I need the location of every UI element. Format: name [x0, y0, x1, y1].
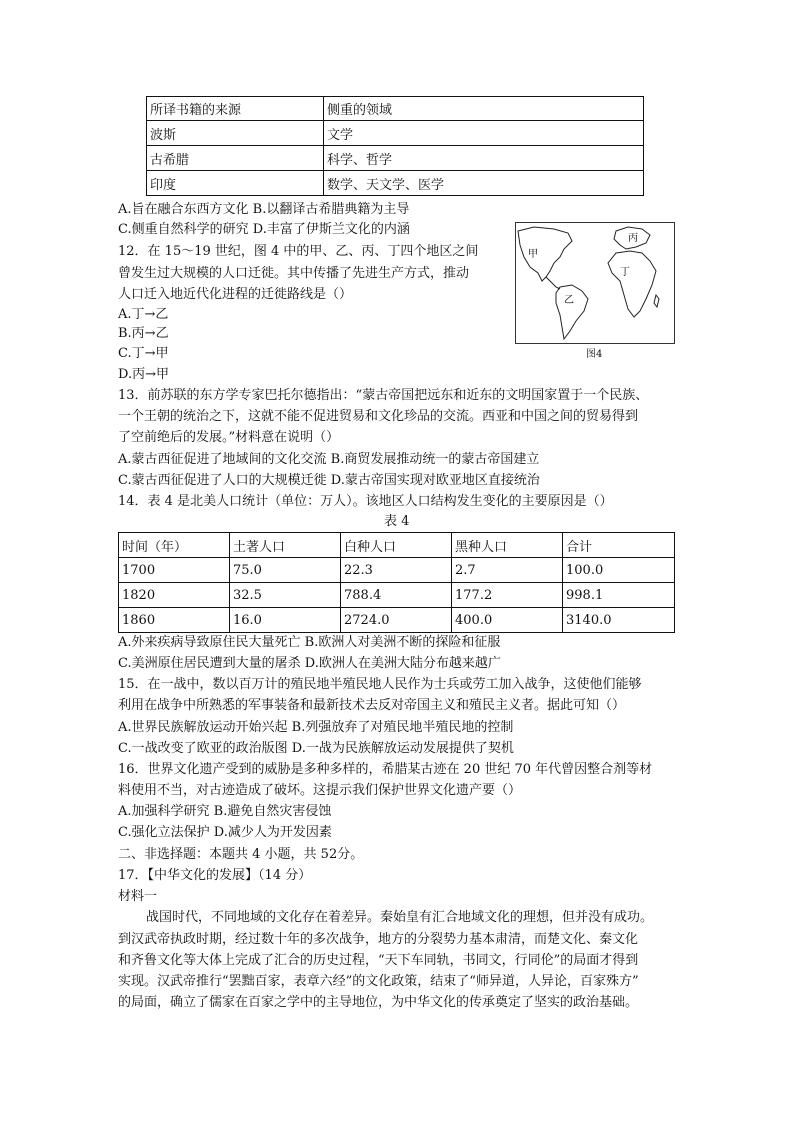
table-header: 黑种人口 — [452, 533, 563, 558]
q16-line1: 16．世界文化遗产受到的威胁是多种多样的，希腊某古迹在 20 世纪 70 年代曾因整合剂等材 — [118, 762, 653, 777]
table-cell: 数学、天文学、医学 — [324, 171, 644, 196]
q13-options-ab: A.蒙古西征促进了地域间的文化交流 B.商贸发展推动统一的蒙古帝国建立 — [118, 452, 540, 467]
table-cell: 32.5 — [230, 583, 341, 608]
q12-stem-line1: 12．在 15～19 世纪，图 4 中的甲、乙、丙、丁四个地区之间 — [118, 244, 479, 259]
q14-stem: 14．表 4 是北美人口统计（单位：万人）。该地区人口结构发生变化的主要原因是（） — [118, 494, 613, 509]
q16-options-cd: C.强化立法保护 D.减少人为开发因素 — [118, 825, 332, 840]
table-header: 时间（年） — [119, 533, 230, 558]
q17-paragraph-line5: 的局面，确立了儒家在百家之学中的主导地位，为中华文化的传承奠定了坚实的政治基础。 — [118, 995, 639, 1010]
table-cell: 177.2 — [452, 583, 563, 608]
map-label-bing: 丙 — [628, 233, 638, 244]
q13-line1: 13．前苏联的东方学专家巴托尔德指出：“蒙古帝国把远东和近东的文明国家置于一个民族、 — [118, 388, 649, 403]
table-header: 合计 — [563, 533, 675, 558]
section-heading: 二、非选择题：本题共 4 小题，共 52分。 — [118, 847, 364, 862]
table-header: 白种人口 — [341, 533, 452, 558]
q11-options-ab: A.旨在融合东西方文化 B.以翻译古希腊典籍为主导 — [118, 202, 410, 217]
table-cell: 400.0 — [452, 608, 563, 633]
q17-title: 17．【中华文化的发展】（14 分） — [118, 868, 312, 883]
q17-paragraph-line3: 和齐鲁文化等大体上完成了汇合的历史过程，“天下车同轨，书同文，行同伦”的局面才得到 — [118, 953, 639, 968]
q12-option-a: A.丁→乙 — [118, 307, 169, 322]
translation-table — [146, 96, 644, 196]
table-cell: 2724.0 — [341, 608, 452, 633]
table-cell: 1820 — [119, 583, 230, 608]
q12-stem-line3: 人口迁入地近代化进程的迁徙路线是（） — [118, 287, 353, 302]
map-label-jia: 甲 — [528, 249, 538, 260]
q17-paragraph-line2: 到汉武帝执政时期，经过数十年的多次战争，地方的分裂势力基本肃清，而楚文化、秦文化 — [118, 932, 639, 947]
q15-line2: 利用在战争中所熟悉的军事装备和最新技术去反对帝国主义和殖民主义者。据此可知（） — [118, 698, 626, 713]
q12-stem-line2: 曾发生过大规模的人口迁徙。其中传播了先进生产方式，推动 — [118, 266, 470, 281]
q14-options-cd: C.美洲原住居民遭到大量的屠杀 D.欧洲人在美洲大陆分布越来越广 — [118, 656, 501, 671]
table-header: 土著人口 — [230, 533, 341, 558]
north-america-shape — [518, 227, 572, 281]
table-cell: 22.3 — [341, 558, 452, 583]
q13-line2: 一个王朝的统治之下，这就不能不促进贸易和文化珍品的交流。西亚和中国之间的贸易得到 — [118, 409, 639, 424]
table-cell: 古希腊 — [147, 146, 324, 171]
madagascar-shape — [654, 295, 659, 307]
table-cell: 1860 — [119, 608, 230, 633]
q12-option-d: D.丙→甲 — [118, 367, 169, 382]
q13-options-cd: C.蒙古西征促进了人口的大规模迁徙 D.蒙古帝国实现对欧亚地区直接统治 — [118, 473, 540, 488]
central-america-shape — [546, 277, 560, 289]
q15-options-ab: A.世界民族解放运动开始兴起 B.列强放弃了对殖民地半殖民地的控制 — [118, 720, 514, 735]
q16-line2: 料使用不当，对古迹造成了破坏。这提示我们保护世界文化遗产要（） — [118, 783, 522, 798]
table-cell: 印度 — [147, 171, 324, 196]
q17-paragraph-line1: 战国时代，不同地域的文化存在着差异。秦始皇有汇合地域文化的理想，但并没有成功。 — [146, 910, 654, 925]
q16-options-ab: A.加强科学研究 B.避免自然灾害侵蚀 — [118, 804, 332, 819]
table-cell: 文学 — [324, 121, 644, 146]
q13-line3: 了空前绝后的发展。”材料意在说明（） — [118, 430, 340, 445]
q12-option-c: C.丁→甲 — [118, 346, 169, 361]
table-header: 侧重的领域 — [324, 97, 644, 121]
africa-shape — [608, 251, 656, 317]
q15-line1: 15．在一战中，数以百万计的殖民地半殖民地人民作为士兵或劳工加入战争，这使他们能够 — [118, 677, 642, 692]
map-label-ding: 丁 — [620, 267, 630, 278]
table-cell: 波斯 — [147, 121, 324, 146]
population-table — [118, 532, 675, 633]
map-svg — [516, 223, 674, 343]
q14-table-title: 表 4 — [384, 514, 410, 529]
table-cell: 科学、哲学 — [324, 146, 644, 171]
q11-options-cd: C.侧重自然科学的研究 D.丰富了伊斯兰文化的内涵 — [118, 222, 410, 237]
table-cell: 998.1 — [563, 583, 675, 608]
q17-paragraph-line4: 实现。汉武帝推行“罢黜百家，表章六经”的文化政策，结束了“师异道，人异论，百家殊方” — [118, 974, 639, 989]
table-header: 所译书籍的来源 — [147, 97, 324, 121]
q14-options-ab: A.外来疾病导致原住民大量死亡 B.欧洲人对美洲不断的探险和征服 — [118, 635, 501, 650]
table-cell: 788.4 — [341, 583, 452, 608]
table-cell: 1700 — [119, 558, 230, 583]
q12-option-b: B.丙→乙 — [118, 326, 169, 341]
table-cell: 2.7 — [452, 558, 563, 583]
world-map-figure — [515, 222, 675, 344]
map-caption: 图4 — [586, 349, 603, 360]
table-cell: 16.0 — [230, 608, 341, 633]
q17-material-label: 材料一 — [118, 889, 158, 904]
q15-options-cd: C.一战改变了欧亚的政治版图 D.一战为民族解放运动发展提供了契机 — [118, 741, 514, 756]
table-cell: 75.0 — [230, 558, 341, 583]
map-label-yi: 乙 — [564, 295, 574, 306]
table-cell: 3140.0 — [563, 608, 675, 633]
south-america-shape — [556, 285, 588, 339]
table-cell: 100.0 — [563, 558, 675, 583]
